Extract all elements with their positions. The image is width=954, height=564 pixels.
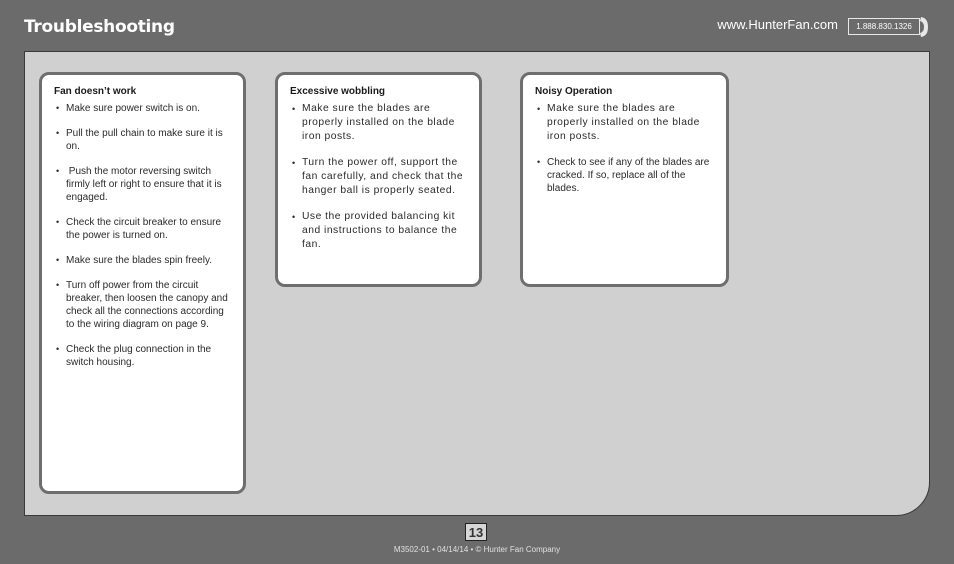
- list-item-text: Check the plug connection in the switch housing.: [66, 344, 212, 368]
- bullet: •: [56, 217, 60, 227]
- list-item-text: Check the circuit breaker to ensure the power is turned on.: [66, 217, 222, 241]
- list-item: [535, 102, 716, 144]
- bullet: •: [56, 280, 60, 290]
- list-item-text: Make sure the blades spin freely.: [66, 255, 213, 266]
- list-item: [290, 156, 469, 198]
- list-item: [54, 343, 233, 369]
- bullet: •: [537, 157, 541, 167]
- list-item: [54, 279, 233, 331]
- footer-doc-info: M3502-01 • 04/14/14 • © Hunter Fan Company: [393, 545, 561, 554]
- phone-handset-icon: [918, 16, 930, 38]
- list-item: [54, 254, 233, 267]
- list-item-text: Check to see if any of the blades are cracked. If so, replace all of the blades.: [547, 157, 710, 194]
- list-item-text: Push the motor reversing switch firmly left or right to ensure that it is engaged.: [66, 166, 225, 203]
- website-link[interactable]: www.HunterFan.com: [717, 17, 838, 32]
- bullet: •: [56, 344, 60, 354]
- list-item: [290, 102, 469, 144]
- card-title: Fan doesn’t work: [54, 86, 137, 97]
- bullet: •: [56, 255, 60, 265]
- list-item-text: Turn off power from the circuit breaker, then loosen the canopy and check all the connections according to the wiring diagram on page 9.: [66, 280, 228, 330]
- list-item-text: Make sure the blades are properly installed on the blade iron posts.: [547, 103, 700, 142]
- list-item: [290, 210, 469, 252]
- bullet: •: [292, 158, 296, 168]
- card-fan-doesnt-work: [39, 72, 246, 494]
- troubleshooting-list: [535, 102, 716, 195]
- bullet: •: [56, 128, 60, 138]
- bullet: •: [56, 103, 60, 113]
- list-item-text: Use the provided balancing kit and instructions to balance the fan.: [302, 211, 458, 250]
- page-title: Troubleshooting: [24, 17, 175, 37]
- list-item-text: Pull the pull chain to make sure it is on.: [66, 128, 223, 152]
- card-noisy-operation: [520, 72, 729, 287]
- bullet: •: [292, 212, 296, 222]
- list-item-text: Make sure power switch is on.: [66, 103, 200, 114]
- list-item: [54, 216, 233, 242]
- card-title: Excessive wobbling: [290, 86, 386, 97]
- card-title: Noisy Operation: [535, 86, 613, 97]
- list-item: [54, 127, 233, 153]
- bullet: •: [537, 104, 541, 114]
- phone-number: 1.888.830.1326: [848, 18, 920, 35]
- list-item: [535, 156, 716, 195]
- list-item: [54, 102, 233, 115]
- bullet: •: [56, 166, 60, 176]
- troubleshooting-list: [290, 102, 469, 252]
- card-excessive-wobbling: [275, 72, 482, 287]
- list-item-text: Turn the power off, support the fan carefully, and check that the hanger ball is properly seated.: [302, 157, 464, 196]
- troubleshooting-list: [54, 102, 233, 369]
- bullet: •: [292, 104, 296, 114]
- list-item: [54, 165, 233, 204]
- page-number: 13: [465, 523, 487, 541]
- list-item-text: Make sure the blades are properly installed on the blade iron posts.: [302, 103, 455, 142]
